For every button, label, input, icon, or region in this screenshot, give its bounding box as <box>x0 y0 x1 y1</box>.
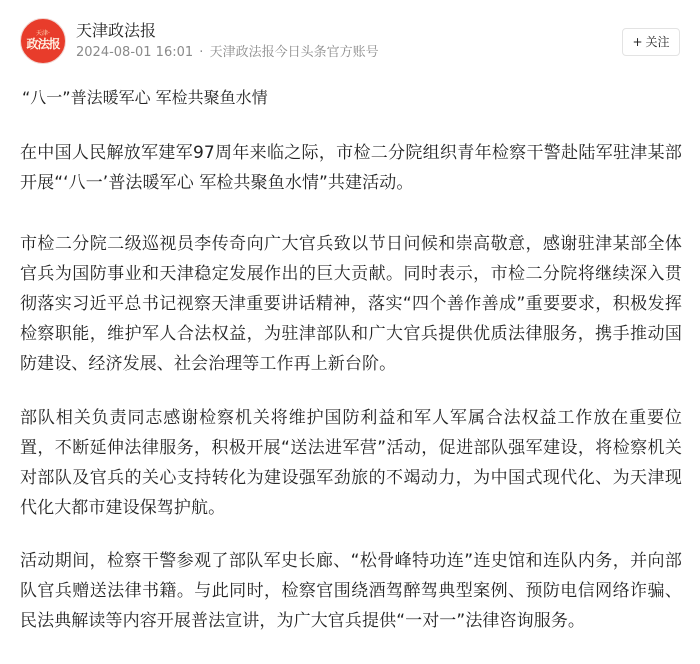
meta-separator: · <box>199 45 204 60</box>
article-paragraph: 活动期间，检察干警参观了部队军史长廊、“松骨峰特功连”连史馆和连队内务，并向部队官兵赠送法律书籍。与此同时，检察官围绕酒驾醉驾典型案例、预防电信网络诈骗、民法典解读等内容开展普法宣讲，为广大官兵提供“一对一”法律咨询服务。 <box>20 551 682 631</box>
avatar-top-text: 天津· <box>36 30 50 37</box>
plus-icon: + <box>632 35 643 49</box>
article-title: “八一”普法暖军心 军检共聚鱼水情 <box>22 88 268 107</box>
follow-label: 关注 <box>645 35 670 49</box>
avatar-main-text: 政法报 <box>26 37 60 51</box>
article-paragraph: 在中国人民解放军建军97周年来临之际，市检二分院组织青年检察干警赴陆军驻津某部开展“‘八一’普法暖军心 军检共聚鱼水情”共建活动。 <box>20 143 682 193</box>
article-paragraph: 市检二分院二级巡视员李传奇向广大官兵致以节日问候和崇高敬意，感谢驻津某部全体官兵为国防事业和天津稳定发展作出的巨大贡献。同时表示，市检二分院将继续深入贯彻落实习近平总书记视察天津重要讲话精神，落实“四个善作善成”重要要求，积极发挥检察职能，维护军人合法权益，为驻津部队和广大官兵提供优质法律服务，携手推动国防建设、经济发展、社会治理等工作再上新台阶。 <box>20 234 682 374</box>
source-name[interactable]: 天津政法报 <box>76 21 157 40</box>
follow-button[interactable] <box>622 28 680 56</box>
source-avatar[interactable] <box>20 18 66 64</box>
post-meta <box>76 45 379 61</box>
post-date: 2024-08-01 16:01 <box>76 45 194 60</box>
article-header <box>20 18 680 68</box>
article-paragraph: 部队相关负责同志感谢检察机关将维护国防利益和军人军属合法权益工作放在重要位置，不断延伸法律服务，积极开展“送法进军营”活动，促进部队强军建设，将检察机关对部队及官兵的关心支持转化为建设强军劲旅的不竭动力，为中国式现代化、为天津现代化大都市建设保驾护航。 <box>20 408 682 518</box>
account-label: 天津政法报今日头条官方账号 <box>209 45 379 60</box>
